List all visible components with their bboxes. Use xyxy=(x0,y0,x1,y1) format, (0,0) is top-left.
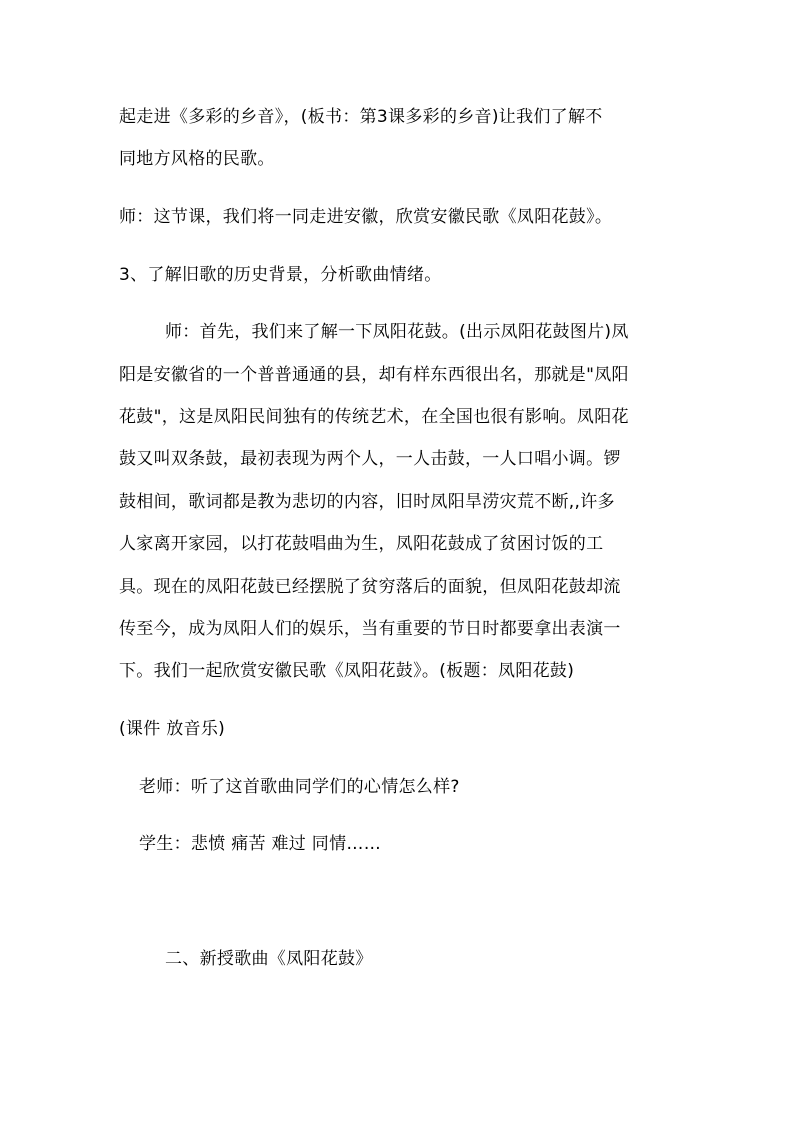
paragraph-line: 鼓又叫双条鼓，最初表现为两个人，一人击鼓，一人口唱小调。锣 xyxy=(119,449,621,469)
paragraph-line: 鼓相间，歌词都是教为悲切的内容，旧时凤阳旱涝灾荒不断,,许多 xyxy=(119,492,615,512)
paragraph-line: 阳是安徽省的一个普普通通的县，却有样东西很出名，那就是"凤阳 xyxy=(119,365,629,385)
paragraph-line: (课件 放音乐) xyxy=(119,719,226,739)
section-heading: 二、新授歌曲《凤阳花鼓》 xyxy=(165,949,373,969)
paragraph-line: 老师：听了这首歌曲同学们的心情怎么样? xyxy=(139,777,460,797)
paragraph-line: 学生：悲愤 痛苦 难过 同情…… xyxy=(139,834,382,854)
paragraph-line: 起走进《多彩的乡音》，(板书：第3课多彩的乡音)让我们了解不 xyxy=(119,107,603,127)
paragraph-line: 下。我们一起欣赏安徽民歌《凤阳花鼓》。(板题：凤阳花鼓) xyxy=(119,661,575,681)
paragraph-line: 人家离开家园，以打花鼓唱曲为生，凤阳花鼓成了贫困讨饭的工 xyxy=(119,534,604,554)
paragraph-line: 师：这节课，我们将一同走进安徽，欣赏安徽民歌《凤阳花鼓》。 xyxy=(119,207,613,227)
paragraph-line: 师：首先，我们来了解一下凤阳花鼓。(出示凤阳花鼓图片)凤 xyxy=(165,322,629,342)
section-heading: 3、了解旧歌的历史背景，分析歌曲情绪。 xyxy=(119,265,442,285)
paragraph-line: 具。现在的凤阳花鼓已经摆脱了贫穷落后的面貌，但凤阳花鼓却流 xyxy=(119,577,621,597)
paragraph-line: 花鼓"，这是凤阳民间独有的传统艺术，在全国也很有影响。凤阳花 xyxy=(119,407,629,427)
paragraph-line: 传至今，成为凤阳人们的娱乐，当有重要的节日时都要拿出表演一 xyxy=(119,619,621,639)
paragraph-line: 同地方风格的民歌。 xyxy=(119,149,275,169)
